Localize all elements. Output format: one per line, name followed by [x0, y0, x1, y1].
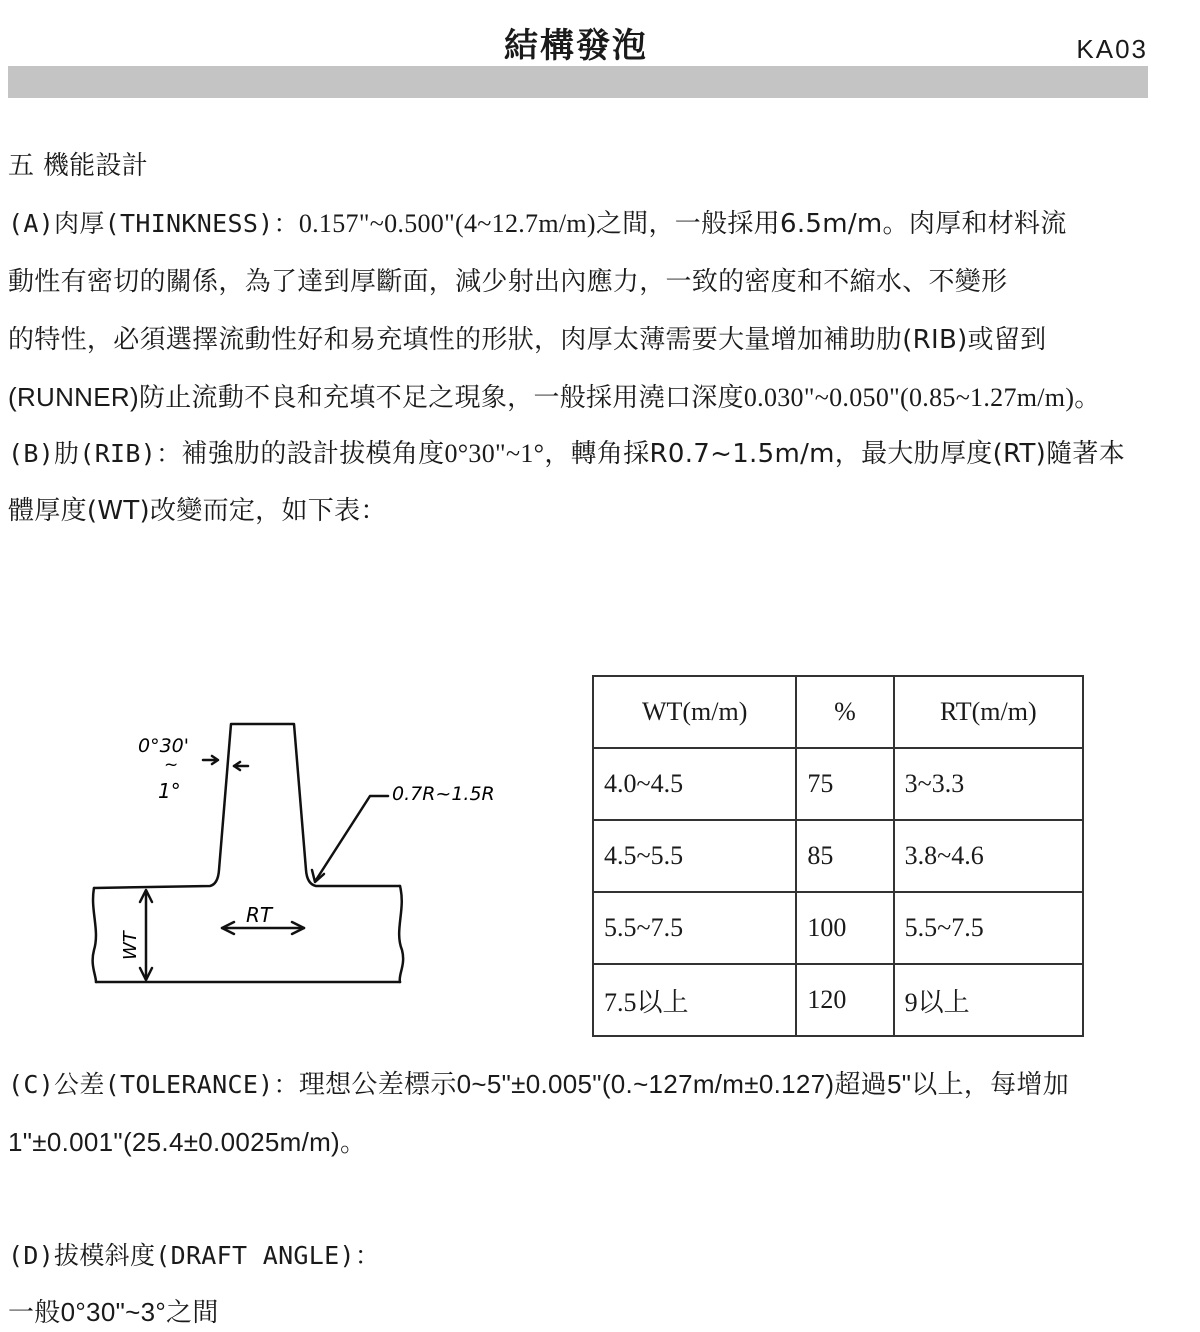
para-a-range: 0.157"~0.500"(4~12.7m/m) — [298, 209, 596, 238]
angle-bottom-label: 1° — [158, 779, 181, 803]
para-c-line1: 理想公差標示0~5"±0.005"(0.~127m/m±0.127)超過5"以上，每增加 — [298, 1069, 1070, 1099]
para-a-line-2: 動性有密切的關係，為了達到厚斷面，減少射出內應力，一致的密度和不縮水、不變形 — [8, 267, 1008, 297]
para-b-label: (B)肋(RIB)： — [8, 439, 182, 468]
rt-label: RT — [246, 903, 273, 927]
para-b-line-2: 體厚度(WT)改變而定，如下表： — [8, 496, 387, 526]
base-right-break — [399, 886, 403, 982]
para-b-line1-rest: ，轉角採R0.7~1.5m/m，最大肋厚度(RT)隨著本 — [544, 439, 1126, 469]
document-code: KA03 — [1076, 34, 1148, 64]
page-title: 結構發泡 — [504, 26, 648, 66]
table-header-cell: WT(m/m) — [593, 676, 796, 748]
base-left-break — [93, 888, 96, 982]
para-a-line-4 — [8, 377, 1101, 418]
table-row — [593, 892, 1083, 964]
table-row — [593, 820, 1083, 892]
section-heading: 五 機能設計 — [8, 151, 149, 181]
para-a-line1-rest: 之間，一般採用6.5m/m。肉厚和材料流 — [595, 209, 1067, 239]
table-cell: 3.8~4.6 — [894, 820, 1083, 892]
para-a-line4-start: (RUNNER)防止流動不良和充填不足之現象，一般採用澆口深度 — [8, 382, 744, 412]
para-a-label: (A)肉厚(THINKNESS)： — [8, 209, 299, 238]
header-bar — [8, 66, 1148, 98]
rib-diagram — [88, 720, 528, 1010]
table-cell: 120 — [796, 964, 893, 1036]
para-d-line-1 — [8, 1236, 380, 1276]
para-b-angle: 0°30"~1° — [444, 439, 545, 468]
para-a-line4-num: 0.030"~0.050"(0.85~1.27m/m) — [743, 383, 1075, 412]
table-cell: 3~3.3 — [894, 748, 1083, 820]
table-cell: 75 — [796, 748, 893, 820]
para-a-line4-end: 。 — [1074, 383, 1101, 413]
para-a-line-3: 的特性，必須選擇流動性好和易充填性的形狀，肉厚太薄需要大量增加補助肋(RIB)或留到 — [8, 325, 1047, 355]
table-cell: 5.5~7.5 — [894, 892, 1083, 964]
table-cell: 4.5~5.5 — [593, 820, 796, 892]
table-cell: 85 — [796, 820, 893, 892]
table-header-row — [593, 676, 1083, 748]
para-b-line-1 — [8, 434, 1125, 474]
table-cell: 7.5以上 — [593, 964, 796, 1036]
table-cell: 4.0~4.5 — [593, 748, 796, 820]
para-d-line-2: 一般0°30"~3°之間 — [8, 1297, 219, 1327]
angle-tilde: ~ — [164, 755, 179, 775]
para-b-line1-start: 補強肋的設計拔模角度 — [181, 439, 445, 469]
table-row — [593, 964, 1083, 1036]
table-cell: 100 — [796, 892, 893, 964]
table-cell: 9以上 — [894, 964, 1083, 1036]
angle-top-label: 0°30' — [138, 735, 189, 757]
wt-label: WT — [120, 931, 141, 960]
para-c-line-2: 1"±0.001"(25.4±0.0025m/m)。 — [8, 1127, 367, 1157]
para-c-label: (C)公差(TOLERANCE)： — [8, 1070, 299, 1099]
table-header-cell: % — [796, 676, 893, 748]
table-header-cell: RT(m/m) — [894, 676, 1083, 748]
radius-label: 0.7R~1.5R — [392, 783, 495, 805]
para-d-label: (D)拔模斜度(DRAFT ANGLE)： — [8, 1241, 381, 1270]
para-c-line-1 — [8, 1064, 1069, 1105]
radius-leader — [316, 796, 388, 880]
para-a-line-1 — [8, 204, 1067, 244]
rib-thickness-table — [592, 675, 1084, 1037]
table-row — [593, 748, 1083, 820]
table-cell: 5.5~7.5 — [593, 892, 796, 964]
